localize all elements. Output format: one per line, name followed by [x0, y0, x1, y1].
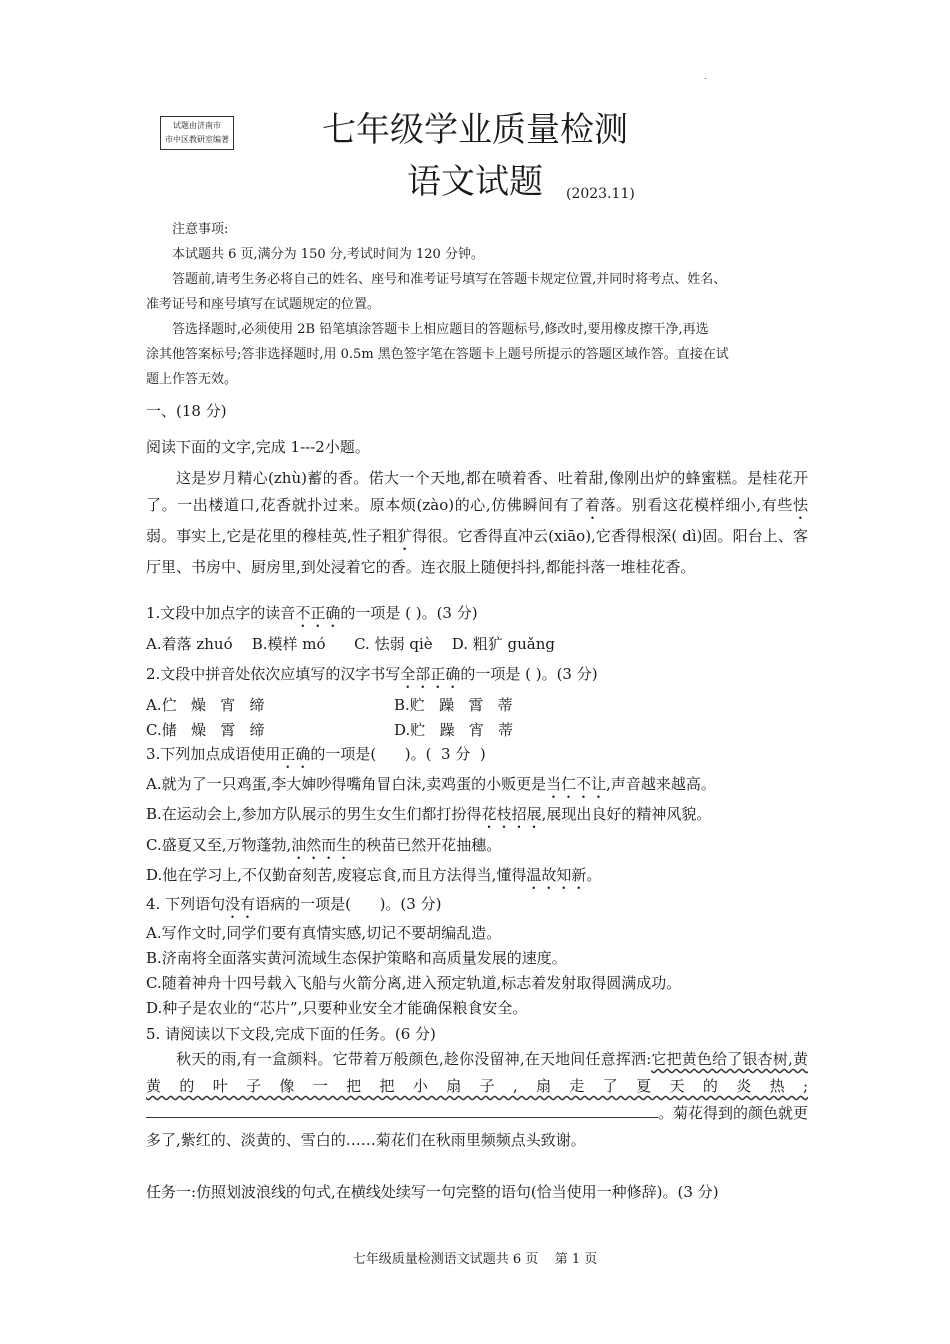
- option-text: ,展现出良好的精神风貌。: [541, 805, 712, 823]
- wavy-underlined-sentence: 它把黄色给了银杏树,黄黄的叶子像一把把小扇子,扇走了夏天的炎热;: [146, 1050, 808, 1095]
- option-text: A.就为了一只鸡蛋,李大婶吵得嘴角冒白沫,卖鸡蛋的小贩更是: [146, 775, 547, 793]
- stem-text: 2.文段中拼音处依次应填写的汉字书写: [146, 665, 401, 683]
- notice-line: 答选择题时,必须使用 2B 铅笔填涂答题卡上相应题目的答题标号,修改时,要用橡皮擦干净,再选: [172, 322, 709, 337]
- question-2-option-d: D.贮 躁 宵 蒂: [394, 721, 514, 739]
- notice-line: 准考证号和座号填写在试题规定的位置。: [146, 297, 381, 312]
- question-3-stem: [146, 743, 486, 772]
- page-footer: 七年级质量检测语文试题共 6 页 第 1 页: [352, 1252, 598, 1267]
- question-4-option-a: A.写作文时,同学们要有真情实感,切记不要胡编乱造。: [146, 924, 502, 942]
- question-5-passage: [146, 1046, 808, 1154]
- option-text: B.在运动会上,参加方队展示的男生女生们都打扮得: [146, 805, 482, 823]
- stamp-line: 市中区教研室编著: [165, 135, 229, 144]
- stem-text: 的一项是 ( )。(3 分): [340, 604, 478, 622]
- reading-passage: [146, 465, 808, 581]
- question-4-stem: [146, 893, 441, 922]
- stem-emphasis: 没有: [225, 895, 256, 913]
- passage-text: 秋天的雨,有一盒颜料。它带着万般颜色,趁你没留神,在天地间任意挥洒:: [176, 1050, 652, 1068]
- task-1-instruction: 任务一:仿照划波浪线的句式,在横线处续写一句完整的语句(恰当使用一种修辞)。(3 分): [146, 1183, 719, 1201]
- stem-text: 1.文段中加点字的读音: [146, 604, 296, 622]
- option-text: D.他在学习上,不仅勤奋刻苦,废寝忘食,而且方法得当,懂得: [146, 866, 527, 884]
- answer-blank-line[interactable]: [146, 1103, 658, 1118]
- question-3-option-b: [146, 803, 711, 832]
- passage-text: 落。别看这花模样细小,有些: [600, 496, 793, 514]
- passage-text: 弱。事实上,它是花里的穆桂英,性子粗: [146, 527, 398, 545]
- idiom-emphasis: 花枝招展: [481, 805, 542, 823]
- question-1-options: A.着落 zhuó B.模样 mó C. 怯弱 qiè D. 粗犷 guǎng: [146, 635, 555, 653]
- stem-emphasis: 不正确: [295, 604, 341, 622]
- question-3-option-c: [146, 834, 501, 863]
- notice-heading: 注意事项:: [172, 222, 229, 237]
- question-2-option-c: C.储 燥 霄 缔: [146, 721, 265, 739]
- option-text: 的秧苗已然开花抽穗。: [351, 836, 502, 854]
- stem-text: 3.下列加点成语使用: [146, 745, 281, 763]
- idiom-emphasis: 油然而生: [291, 836, 352, 854]
- option-text: ,声音越来越高。: [606, 775, 716, 793]
- question-4-option-c: C.随着神舟十四号载入飞船与火箭分离,进入预定轨道,标志着发射取得圆满成功。: [146, 974, 682, 992]
- stem-emphasis: 全部正确: [400, 665, 461, 683]
- question-2-option-a: A.伫 燥 宵 缔: [146, 696, 265, 714]
- option-text: 。: [586, 866, 602, 884]
- stamp-line: 试题由济南市: [173, 121, 221, 130]
- page-title: 七年级学业质量检测: [322, 110, 628, 150]
- passage-text: 。菊花得到的颜色就更多了,紫红的、淡黄的、雪白的……菊花们在秋雨里频频点头致谢。: [146, 1104, 809, 1149]
- stem-text: 语病的一项是( )。(3 分): [255, 895, 442, 913]
- reading-instruction: 阅读下面的文字,完成 1---2小题。: [146, 438, 370, 456]
- notice-line: 答题前,请考生务必将自己的姓名、座号和准考证号填写在答题卡规定位置,并同时将考点、姓名、: [172, 272, 727, 287]
- question-2-stem: [146, 663, 598, 692]
- stem-emphasis: 正确: [280, 745, 311, 763]
- question-4-option-b: B.济南将全面落实黄河流域生态保护策略和高质量发展的速度。: [146, 949, 567, 967]
- notice-line: 本试题共 6 页,满分为 150 分,考试时间为 120 分钟。: [172, 247, 484, 262]
- dotted-char: 着: [584, 496, 601, 514]
- page-subtitle: 语文试题: [407, 162, 543, 202]
- section-heading: 一、(18 分): [146, 402, 227, 420]
- exam-date: (2023.11): [566, 186, 635, 202]
- stem-text: 4. 下列语句: [146, 895, 226, 913]
- question-3-option-d: [146, 864, 601, 893]
- corner-mark: .: [704, 72, 707, 81]
- question-4-option-d: D.种子是农业的“芯片”,只要种业安全才能确保粮食安全。: [146, 999, 528, 1017]
- question-1-stem: [146, 602, 478, 631]
- stem-text: 的一项是 ( )。(3 分): [460, 665, 598, 683]
- dotted-char: 怯: [792, 496, 808, 514]
- notice-line: 涂其他答案标号;答非选择题时,用 0.5m 黑色签字笔在答题卡上题号所提示的答题区域作答。直接在试: [146, 347, 729, 362]
- question-2-option-b: B.贮 躁 霄 蒂: [394, 696, 513, 714]
- passage-text: 得很。它香得直冲云(xiāo),它香得根深( dì)固。阳台上、客厅里、书房中、厨房里,到处浸着它的香。连衣服上随便抖抖,都能抖落一堆桂花香。: [146, 527, 808, 576]
- notice-line: 题上作答无效。: [146, 372, 238, 387]
- passage-text: 这是岁月精心(zhù)蓄的香。偌大一个天地,都在喷着香、吐着甜,像刚出炉的蜂蜜糕。是桂花开了。一出楼道口,花香就扑过来。原本烦(zào)的心,仿佛瞬间有了: [146, 469, 808, 514]
- question-5-stem: 5. 请阅读以下文段,完成下面的任务。(6 分): [146, 1025, 436, 1043]
- idiom-emphasis: 温故知新: [526, 866, 587, 884]
- question-3-option-a: [146, 773, 716, 802]
- stem-text: 的一项是( )。( 3 分 ): [310, 745, 486, 763]
- dotted-char: 犷: [397, 527, 413, 545]
- option-text: C.盛夏又至,万物蓬勃,: [146, 836, 292, 854]
- idiom-emphasis: 当仁不让: [546, 775, 607, 793]
